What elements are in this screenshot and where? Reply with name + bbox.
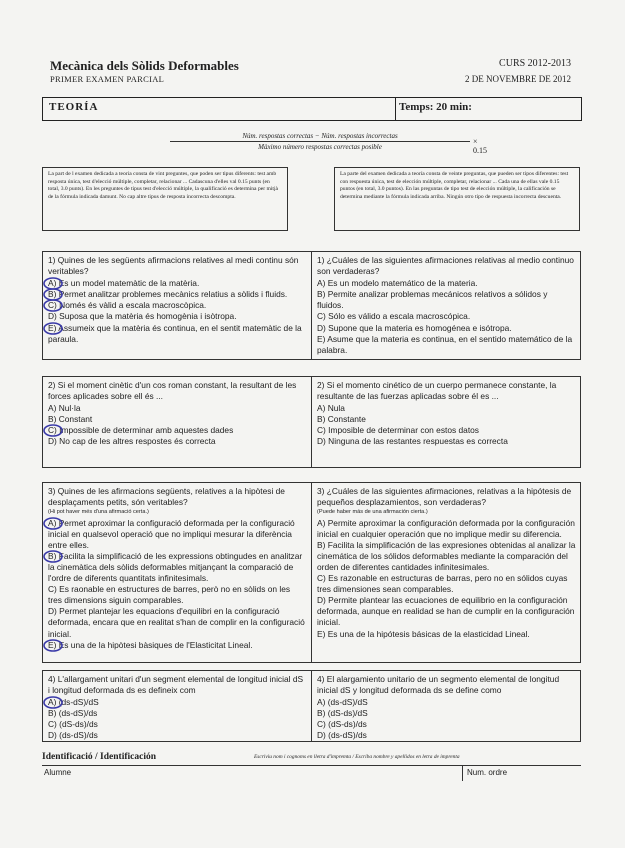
intro-spanish: La parte del examen dedicada a teoría consta de veinte preguntas, que pueden ser tipos diferentes: test con respuesta única, test de elección múltiple, completar, relacionar ... Cada una de ellas vale 0.15 puntos (en total, 3.0 puntos). En las preguntas de tipo test de elección múltiple, la calificación se determina mediante la fórmula indicada arriba. Ningún otro tipo de respuesta incorrecta descuenta. [334,167,580,231]
option-d[interactable] [48,311,306,322]
identification-instructions: Escriviu nom i cognoms en lletra d'impremta / Escriba nombre y apellidos en letra de imprenta [254,754,460,760]
question-stem: 4) El alargamiento unitario de un segmento elemental de longitud inicial dS y longitud deformada ds se define como [317,674,560,696]
exam-date: 2 DE NOVEMBRE DE 2012 [465,74,571,84]
question-1-catalan [43,252,312,359]
option-text: E) Es una de la hipòtesi bàsiques de l'Elasticitat Lineal. [48,639,253,650]
option-text: D) Permet plantejar les equacions d'equilibri en la configuració deformada, encara que en realitat s'han de complir en la configuració inicial. [48,606,305,639]
student-name-field[interactable]: Alumne [44,768,72,777]
option-d[interactable] [48,436,306,447]
question-stem: 1) ¿Cuáles de las siguientes afirmaciones relativas al medio continuo son verdaderas? [317,255,574,277]
question-note: (Hi pot haver més d'una afirmació certa.) [48,509,149,516]
option-a[interactable] [48,278,306,289]
option-text: B) Permet analitzar problemes mecànics relatius a sòlids i fluids. [48,289,288,300]
option-d[interactable] [317,595,576,628]
option-text: B) Constant [48,414,93,425]
option-text: A) (ds-dS)/dS [317,697,368,708]
option-text: A) Es un modelo matemático de la materia. [317,278,478,289]
option-text: C) (dS-ds)/ds [317,719,367,730]
question-stem: 2) Si el moment cinètic d'un cos roman constant, la resultant de les forces aplicades sobre ell és ... [48,380,297,402]
option-text: A) Es un model matemàtic de la matèria. [48,278,200,289]
option-c[interactable] [317,719,576,730]
exam-title: Mecànica dels Sòlids Deformables [50,58,239,73]
question-4-catalan [43,671,312,741]
option-a[interactable] [48,518,306,551]
question-3-catalan [43,483,312,662]
question-3-spanish [312,483,581,662]
option-b[interactable] [48,708,306,719]
order-divider [462,765,463,781]
option-text: E) Assumeix que la matèria és continua, en el sentit matemàtic de la paraula. [48,322,302,344]
question-note: (Puede haber más de una afirmación cierta.) [317,509,428,516]
option-text: D) (ds-dS)/ds [317,730,367,741]
course-year: CURS 2012-2013 [499,58,571,69]
option-text: E) Es una de la hipótesis básicas de la elasticidad Lineal. [317,628,530,639]
question-4-spanish [312,671,581,741]
option-text: D) No cap de les altres respostes és correcta [48,436,216,447]
option-text: B) Facilita la simplificación de las expresiones obtenidas al analizar la cinemática de los sólidos deformables mediante la comparación del orden de diferentes cantidades infinitesimales. [317,539,576,572]
question-stem: 1) Quines de les següents afirmacions relatives al medi continu són veritables? [48,255,299,277]
option-text: B) Permite analizar problemas mecánicos relativos a sólidos y fluidos. [317,289,548,311]
section-label: TEORÍA [49,101,99,113]
option-d[interactable] [317,323,576,334]
option-c[interactable] [48,719,306,730]
option-d[interactable] [48,730,306,741]
option-text: A) Permite aproximar la configuración deformada por la configuración inicial en cualquier operación que no implique medir su diferencia. [317,517,575,539]
option-c[interactable] [48,300,306,311]
option-text: C) Sólo es válido a escala macroscópica. [317,311,471,322]
option-c[interactable] [317,425,576,436]
identification-divider [42,765,581,766]
identification-heading: Identificació / Identificación [42,752,156,762]
option-text: C) Només és vàlid a escala macroscòpica. [48,300,207,311]
order-number-field[interactable]: Num. ordre [467,768,508,777]
option-text: A) Permet aproximar la configuració deformada per la configuració inicial en qualsevol operació que no impliqui mesurar la diferència entre elles. [48,517,295,550]
option-d[interactable] [48,606,306,639]
intro-catalan: La part de l examen dedicada a teoria consta de vint preguntes, que poden ser tipus diferents: test amb resposta única, test d'elecció múltiple, completar, relacionar ... Cadascuna d'elles val 0.15 punts (en total, 3.0 punts). En les preguntes de tipus test d'elecció múltiple, la qualificació es determina per mitjà de la fórmula indicada damunt. No cap altre tipus de resposta incorrecta descompta. [42,167,288,231]
section-header [42,97,582,121]
question-4 [42,670,581,742]
question-1-spanish [312,252,581,359]
option-text: C) Es raonable en estructures de barres, però no en sòlids on les tres dimensions siguin comparables. [48,584,291,606]
option-c[interactable] [48,425,306,436]
option-b[interactable] [48,551,306,584]
option-text: A) (ds-dS)/dS [48,697,99,708]
option-e[interactable] [317,334,576,356]
option-b[interactable] [317,708,576,719]
formula-denominator: Màximo número respostas correctas posible [258,143,382,151]
option-text: A) Nul·la [48,403,81,414]
option-a[interactable] [317,278,576,289]
option-d[interactable] [317,730,576,741]
option-b[interactable] [317,414,576,425]
option-text: A) Nula [317,403,345,414]
option-b[interactable] [317,540,576,573]
question-stem: 3) ¿Cuáles de las siguientes afirmaciones, relativas a la hipótesis de pequeños desplazamientos, son verdaderas? [317,486,572,508]
option-a[interactable] [48,403,306,414]
option-text: C) Impossible de determinar amb aquestes dades [48,425,234,436]
question-stem: 4) L'allargament unitari d'un segment elemental de longitud inicial dS i longitud deformada ds es defineix com [48,674,304,696]
question-2 [42,376,581,468]
option-text: D) Suposa que la matèria és homogènia i isòtropa. [48,311,237,322]
scoring-formula [170,132,487,155]
option-b[interactable] [317,289,576,311]
option-a[interactable] [317,697,576,708]
option-a[interactable] [317,403,576,414]
option-a[interactable] [48,697,306,708]
option-text: B) (dS-ds)/dS [317,708,368,719]
time-limit: Temps: 20 min: [399,101,472,113]
option-c[interactable] [317,573,576,595]
option-e[interactable] [48,640,306,651]
option-text: B) Facilita la simplificació de les expressions obtingudes en analitzar la cinemàtica dels sòlids deformables mitjançant la comparació de l'ordre de diferents quantitats infinitesimals. [48,550,303,584]
option-b[interactable] [48,414,306,425]
option-text: E) Asume que la materia es continua, en el sentido matemático de la palabra. [317,333,573,355]
option-e[interactable] [317,629,576,640]
question-stem: 2) Si el momento cinético de un cuerpo permanece constante, la resultante de las fuerzas aplicadas sobre él es ... [317,380,557,402]
question-2-catalan [43,377,312,467]
option-e[interactable] [48,323,306,345]
option-a[interactable] [317,518,576,540]
formula-numerator: Núm. respostas correctas − Núm. respostas incorrectas [170,132,470,142]
formula-multiplier: × 0.15 [473,137,487,155]
exam-subtitle: PRIMER EXAMEN PARCIAL [50,74,165,84]
section-divider [395,98,396,120]
option-c[interactable] [317,311,576,322]
option-text: C) (dS-ds)/ds [48,719,98,730]
option-text: B) (ds-dS)/ds [48,708,98,719]
question-1 [42,251,581,360]
option-d[interactable] [317,436,576,447]
option-text: C) Imposible de determinar con estos datos [317,425,479,436]
option-text: D) Permite plantear las ecuaciones de equilibrio en la configuración deformada, aunque en realidad se han de cumplir en la configuración inicial. [317,595,575,628]
question-2-spanish [312,377,581,467]
question-stem: 3) Quines de les afirmacions següents, relatives a la hipòtesi de desplaçaments petits, són veritables? [48,486,285,508]
option-b[interactable] [48,289,306,300]
option-text: B) Constante [317,414,366,425]
question-3 [42,482,581,663]
option-c[interactable] [48,584,306,606]
option-text: D) Supone que la materia es homogénea e isótropa. [317,322,512,333]
option-text: D) (ds-dS)/ds [48,730,98,741]
option-text: D) Ninguna de las restantes respuestas es correcta [317,436,508,447]
option-text: C) Es razonable en estructuras de barras, pero no en sólidos cuyas tres dimensiones sean comparables. [317,573,568,595]
